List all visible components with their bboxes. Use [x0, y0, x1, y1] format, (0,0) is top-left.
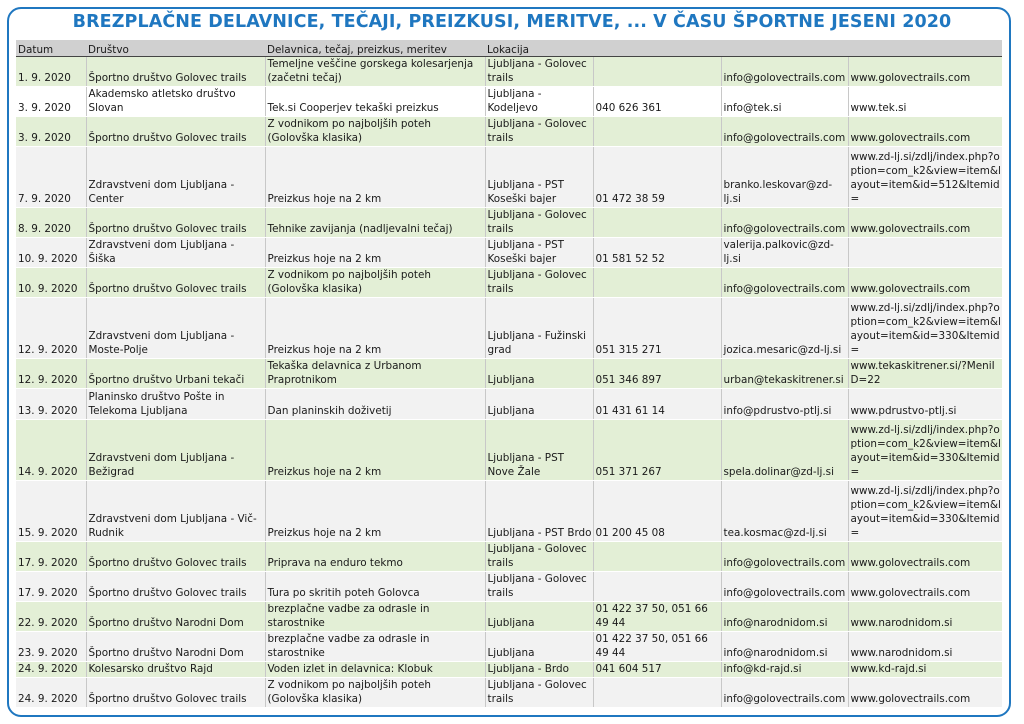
date-cell: 3. 9. 2020 — [16, 87, 86, 117]
organization-cell: Športno društvo Golovec trails — [86, 542, 265, 572]
activity-cell: brezplačne vadbe za odrasle in starostnike — [265, 632, 485, 662]
email-cell[interactable]: jozica.mesaric@zd-lj.si — [721, 298, 848, 359]
table-row — [16, 147, 1002, 208]
website-cell[interactable]: www.golovectrails.com — [848, 208, 1002, 238]
location-cell: Ljubljana — [485, 602, 593, 632]
table-row — [16, 117, 1002, 147]
email-cell[interactable]: info@golovectrails.com — [721, 208, 848, 238]
date-cell: 17. 9. 2020 — [16, 542, 86, 572]
location-cell: Ljubljana — [485, 389, 593, 420]
website-cell[interactable]: www.kd-rajd.si — [848, 662, 1002, 678]
phone-cell: 040 626 361 — [593, 87, 721, 117]
website-cell[interactable]: www.golovectrails.com — [848, 542, 1002, 572]
page-title: BREZPLAČNE DELAVNICE, TEČAJI, PREIZKUSI, MERITVE, ... V ČASU ŠPORTNE JESENI 2020 — [72, 12, 952, 32]
organization-cell: Kolesarsko društvo Rajd — [86, 662, 265, 678]
organization-cell: Športno društvo Narodni Dom — [86, 632, 265, 662]
email-cell[interactable]: info@narodnidom.si — [721, 602, 848, 632]
date-cell: 8. 9. 2020 — [16, 208, 86, 238]
location-cell: Ljubljana - Golovec trails — [485, 117, 593, 147]
email-cell[interactable]: urban@tekaskitrener.si — [721, 359, 848, 389]
location-cell: Ljubljana — [485, 359, 593, 389]
organization-cell: Zdravstveni dom Ljubljana - Bežigrad — [86, 420, 265, 481]
date-cell: 12. 9. 2020 — [16, 359, 86, 389]
date-cell: 24. 9. 2020 — [16, 662, 86, 678]
phone-cell: 051 315 271 — [593, 298, 721, 359]
activity-cell: Priprava na enduro tekmo — [265, 542, 485, 572]
activity-cell: Z vodnikom po najboljših poteh (Golovška klasika) — [265, 678, 485, 708]
activity-cell: Preizkus hoje na 2 km — [265, 481, 485, 542]
phone-cell — [593, 542, 721, 572]
location-cell: Ljubljana - Golovec trails — [485, 57, 593, 87]
column-header-email — [721, 40, 848, 57]
phone-cell: 01 581 52 52 — [593, 238, 721, 268]
organization-cell: Športno društvo Golovec trails — [86, 117, 265, 147]
phone-cell — [593, 678, 721, 708]
location-cell: Ljubljana - Kodeljevo — [485, 87, 593, 117]
table-row — [16, 389, 1002, 420]
date-cell: 13. 9. 2020 — [16, 389, 86, 420]
activity-cell: Tehnike zavijanja (nadljevalni tečaj) — [265, 208, 485, 238]
email-cell[interactable]: branko.leskovar@zd-lj.si — [721, 147, 848, 208]
website-cell[interactable]: www.golovectrails.com — [848, 268, 1002, 298]
date-cell: 23. 9. 2020 — [16, 632, 86, 662]
date-cell: 10. 9. 2020 — [16, 238, 86, 268]
table-row — [16, 420, 1002, 481]
email-cell[interactable]: spela.dolinar@zd-lj.si — [721, 420, 848, 481]
website-cell[interactable]: www.tek.si — [848, 87, 1002, 117]
phone-cell: 041 604 517 — [593, 662, 721, 678]
website-cell[interactable]: www.tekaskitrener.si/?MeniID=22 — [848, 359, 1002, 389]
website-cell[interactable]: www.golovectrails.com — [848, 57, 1002, 87]
location-cell: Ljubljana - PST Koseški bajer — [485, 238, 593, 268]
date-cell: 14. 9. 2020 — [16, 420, 86, 481]
organization-cell: Zdravstveni dom Ljubljana - Center — [86, 147, 265, 208]
table-row — [16, 481, 1002, 542]
table-row — [16, 268, 1002, 298]
email-cell[interactable]: info@golovectrails.com — [721, 572, 848, 602]
phone-cell: 01 200 45 08 — [593, 481, 721, 542]
location-cell: Ljubljana — [485, 632, 593, 662]
email-cell[interactable]: info@golovectrails.com — [721, 57, 848, 87]
website-cell[interactable]: www.zd-lj.si/zdlj/index.php?option=com_k2&view=item&layout=item&id=330&Itemid= — [848, 420, 1002, 481]
phone-cell: 01 422 37 50, 051 66 49 44 — [593, 632, 721, 662]
organization-cell: Športno društvo Narodni Dom — [86, 602, 265, 632]
table-row — [16, 542, 1002, 572]
activity-cell: Tekaška delavnica z Urbanom Praprotnikom — [265, 359, 485, 389]
activity-cell: Z vodnikom po najboljših poteh (Golovška klasika) — [265, 268, 485, 298]
date-cell: 22. 9. 2020 — [16, 602, 86, 632]
date-cell: 15. 9. 2020 — [16, 481, 86, 542]
phone-cell: 01 431 61 14 — [593, 389, 721, 420]
column-header-date: Datum — [16, 40, 86, 57]
organization-cell: Športno društvo Golovec trails — [86, 208, 265, 238]
table-row — [16, 678, 1002, 708]
phone-cell: 051 346 897 — [593, 359, 721, 389]
email-cell[interactable]: info@pdrustvo-ptlj.si — [721, 389, 848, 420]
date-cell: 7. 9. 2020 — [16, 147, 86, 208]
table-row — [16, 572, 1002, 602]
table-row — [16, 298, 1002, 359]
date-cell: 3. 9. 2020 — [16, 117, 86, 147]
organization-cell: Športno društvo Golovec trails — [86, 268, 265, 298]
phone-cell — [593, 268, 721, 298]
table-row — [16, 57, 1002, 87]
organization-cell: Športno društvo Golovec trails — [86, 678, 265, 708]
email-cell[interactable]: info@golovectrails.com — [721, 117, 848, 147]
activity-cell: brezplačne vadbe za odrasle in starostnike — [265, 602, 485, 632]
activity-cell: Dan planinskih doživetij — [265, 389, 485, 420]
website-cell[interactable]: www.golovectrails.com — [848, 117, 1002, 147]
phone-cell — [593, 572, 721, 602]
table-row — [16, 602, 1002, 632]
organization-cell: Zdravstveni dom Ljubljana - Šiška — [86, 238, 265, 268]
activity-cell: Tura po skritih poteh Golovca — [265, 572, 485, 602]
phone-cell: 01 422 37 50, 051 66 49 44 — [593, 602, 721, 632]
phone-cell — [593, 117, 721, 147]
location-cell: Ljubljana - Brdo — [485, 662, 593, 678]
email-cell[interactable]: info@narodnidom.si — [721, 632, 848, 662]
location-cell: Ljubljana - Fužinski grad — [485, 298, 593, 359]
date-cell: 10. 9. 2020 — [16, 268, 86, 298]
column-header-organization: Društvo — [86, 40, 265, 57]
website-cell[interactable]: www.narodnidom.si — [848, 632, 1002, 662]
table-row — [16, 208, 1002, 238]
column-header-phone — [593, 40, 721, 57]
organization-cell: Zdravstveni dom Ljubljana - Moste-Polje — [86, 298, 265, 359]
date-cell: 24. 9. 2020 — [16, 678, 86, 708]
email-cell[interactable]: info@golovectrails.com — [721, 268, 848, 298]
activity-cell: Temeljne veščine gorskega kolesarjenja (začetni tečaj) — [265, 57, 485, 87]
organization-cell: Zdravstveni dom Ljubljana - Vič-Rudnik — [86, 481, 265, 542]
column-header-location: Lokacija — [485, 40, 593, 57]
phone-cell — [593, 208, 721, 238]
table-row — [16, 632, 1002, 662]
events-table — [16, 40, 1002, 708]
email-cell[interactable]: info@golovectrails.com — [721, 678, 848, 708]
activity-cell: Preizkus hoje na 2 km — [265, 298, 485, 359]
activity-cell: Preizkus hoje na 2 km — [265, 147, 485, 208]
table-row — [16, 87, 1002, 117]
activity-cell: Preizkus hoje na 2 km — [265, 420, 485, 481]
email-cell[interactable]: tea.kosmac@zd-lj.si — [721, 481, 848, 542]
location-cell: Ljubljana - PST Nove Žale — [485, 420, 593, 481]
activity-cell: Preizkus hoje na 2 km — [265, 238, 485, 268]
email-cell[interactable]: info@tek.si — [721, 87, 848, 117]
phone-cell — [593, 57, 721, 87]
date-cell: 17. 9. 2020 — [16, 572, 86, 602]
location-cell: Ljubljana - Golovec trails — [485, 208, 593, 238]
activity-cell: Tek.si Cooperjev tekaški preizkus — [265, 87, 485, 117]
location-cell: Ljubljana - Golovec trails — [485, 572, 593, 602]
location-cell: Ljubljana - Golovec trails — [485, 678, 593, 708]
date-cell: 12. 9. 2020 — [16, 298, 86, 359]
column-header-activity: Delavnica, tečaj, preizkus, meritev — [265, 40, 485, 57]
location-cell: Ljubljana - PST Brdo — [485, 481, 593, 542]
website-cell[interactable]: www.narodnidom.si — [848, 602, 1002, 632]
website-cell[interactable]: www.pdrustvo-ptlj.si — [848, 389, 1002, 420]
website-cell[interactable]: www.golovectrails.com — [848, 572, 1002, 602]
email-cell[interactable]: valerija.palkovic@zd-lj.si — [721, 238, 848, 268]
column-header-website — [848, 40, 1002, 57]
date-cell: 1. 9. 2020 — [16, 57, 86, 87]
table-row — [16, 662, 1002, 678]
organization-cell: Športno društvo Golovec trails — [86, 572, 265, 602]
location-cell: Ljubljana - PST Koseški bajer — [485, 147, 593, 208]
activity-cell: Z vodnikom po najboljših poteh (Golovška klasika) — [265, 117, 485, 147]
website-cell — [848, 238, 1002, 268]
location-cell: Ljubljana - Golovec trails — [485, 268, 593, 298]
table-row — [16, 359, 1002, 389]
email-cell[interactable]: info@golovectrails.com — [721, 542, 848, 572]
phone-cell: 051 371 267 — [593, 420, 721, 481]
table-row — [16, 238, 1002, 268]
website-cell[interactable]: www.zd-lj.si/zdlj/index.php?option=com_k2&view=item&layout=item&id=330&Itemid= — [848, 298, 1002, 359]
website-cell[interactable]: www.golovectrails.com — [848, 678, 1002, 708]
website-cell[interactable]: www.zd-lj.si/zdlj/index.php?option=com_k2&view=item&layout=item&id=512&Itemid= — [848, 147, 1002, 208]
organization-cell: Športno društvo Urbani tekači — [86, 359, 265, 389]
website-cell[interactable]: www.zd-lj.si/zdlj/index.php?option=com_k2&view=item&layout=item&id=330&Itemid= — [848, 481, 1002, 542]
table-header-row — [16, 40, 1002, 57]
phone-cell: 01 472 38 59 — [593, 147, 721, 208]
organization-cell: Planinsko društvo Pošte in Telekoma Ljubljana — [86, 389, 265, 420]
activity-cell: Voden izlet in delavnica: Klobuk — [265, 662, 485, 678]
organization-cell: Akademsko atletsko društvo Slovan — [86, 87, 265, 117]
email-cell[interactable]: info@kd-rajd.si — [721, 662, 848, 678]
location-cell: Ljubljana - Golovec trails — [485, 542, 593, 572]
organization-cell: Športno društvo Golovec trails — [86, 57, 265, 87]
